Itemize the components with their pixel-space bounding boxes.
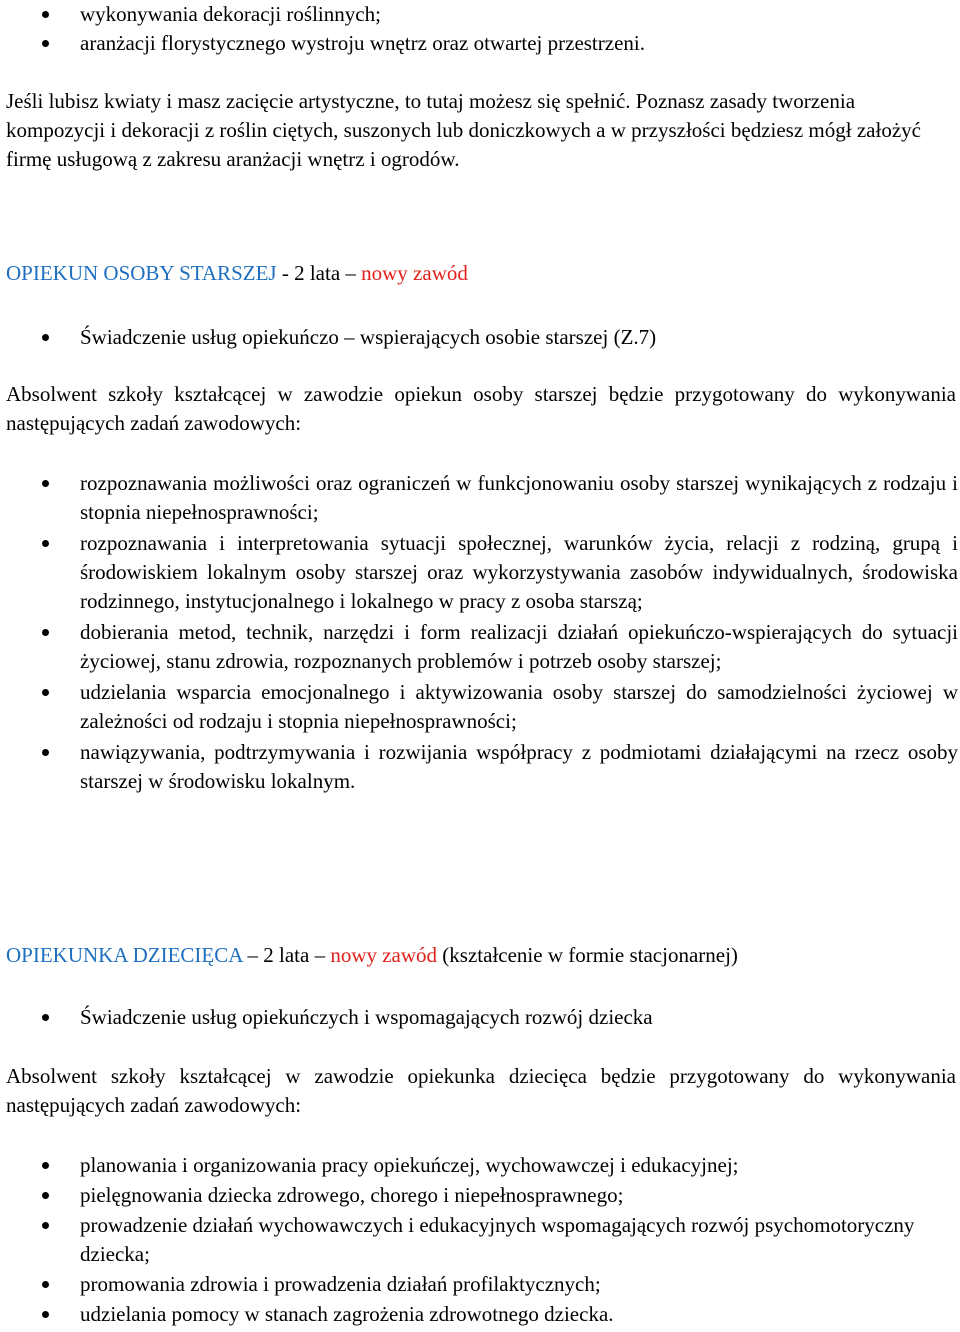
florist-paragraph: Jeśli lubisz kwiaty i masz zacięcie artystyczne, to tutaj możesz się spełnić. Poznasz zasady tworzenia kompozycji i dekoracji z roślin ciętych, suszonych lub doniczkowych a w przyszłości będziesz mógł założyć firmę usługową z zakresu aranżacji wnętrz i ogrodów. — [6, 89, 921, 171]
section-heading-opiekun-osoby-starszej — [6, 259, 956, 288]
list-item: udzielania wsparcia emocjonalnego i aktywizowania osoby starszej do samodzielności życiowej w zależności od rodzaju i stopnia niepełnosprawności; — [0, 678, 958, 736]
section-title: OPIEKUN OSOBY STARSZEJ — [6, 261, 277, 285]
list-item: promowania zdrowia i prowadzenia działań profilaktycznych; — [0, 1270, 958, 1299]
list-item: dobierania metod, technik, narzędzi i form realizacji działań opiekuńczo-wspierających do sytuacji życiowej, stanu zdrowia, rozpoznanych problemów i potrzeb osoby starszej; — [0, 618, 958, 676]
dash: – — [309, 943, 331, 967]
list-item: udzielania pomocy w stanach zagrożenia zdrowotnego dziecka. — [0, 1300, 958, 1329]
qualification-list — [0, 1003, 958, 1032]
list-item: rozpoznawania i interpretowania sytuacji społecznej, warunków życia, relacji z rodziną, grupą i środowiskiem lokalnym osoby starszej oraz wykorzystywania zasobów indywidualnych, środowiska rodzinnego, instytucjonalnego i lokalnego w pracy z osoba starszą; — [0, 529, 958, 616]
dash: – — [340, 261, 362, 285]
list-item: aranżacji florystycznego wystroju wnętrz oraz otwartej przestrzeni. — [0, 29, 958, 58]
list-item: wykonywania dekoracji roślinnych; — [0, 0, 958, 29]
task-list-opiekun — [0, 469, 958, 796]
dash: – — [242, 943, 264, 967]
qualification-item: Świadczenie usług opiekuńczych i wspomagających rozwój dziecka — [0, 1003, 958, 1032]
section-title: OPIEKUNKA DZIECIĘCA — [6, 943, 243, 967]
florist-task-list — [0, 0, 958, 58]
list-item: pielęgnowania dziecka zdrowego, chorego i niepełnosprawnego; — [0, 1181, 958, 1210]
list-item: nawiązywania, podtrzymywania i rozwijania współpracy z podmiotami działającymi na rzecz osoby starszej w środowisku lokalnym. — [0, 738, 958, 796]
section-intro: Absolwent szkoły kształcącej w zawodzie opiekunka dziecięca będzie przygotowany do wykonywania następujących zadań zawodowych: — [6, 1064, 956, 1117]
list-item: rozpoznawania możliwości oraz ograniczeń w funkcjonowaniu osoby starszej wynikających z rodzaju i stopnia niepełnosprawności; — [0, 469, 958, 527]
new-profession-label: nowy zawód — [330, 943, 438, 967]
separator: - — [276, 261, 295, 285]
duration: 2 lata — [294, 261, 341, 285]
section-intro: Absolwent szkoły kształcącej w zawodzie opiekun osoby starszej będzie przygotowany do wykonywania następujących zadań zawodowych: — [6, 382, 956, 435]
list-item: planowania i organizowania pracy opiekuńczej, wychowawczej i edukacyjnej; — [0, 1151, 958, 1180]
qualification-list — [0, 323, 958, 352]
new-profession-label: nowy zawód — [361, 261, 468, 285]
form-note: (kształcenie w formie stacjonarnej) — [437, 943, 738, 967]
section-heading-opiekunka-dziecieca — [6, 941, 956, 970]
duration: 2 lata — [263, 943, 310, 967]
qualification-item: Świadczenie usług opiekuńczo – wspierających osobie starszej (Z.7) — [0, 323, 958, 352]
list-item: prowadzenie działań wychowawczych i edukacyjnych wspomagających rozwój psychomotoryczny dziecka; — [0, 1211, 958, 1269]
task-list-opiekunka — [0, 1151, 958, 1329]
